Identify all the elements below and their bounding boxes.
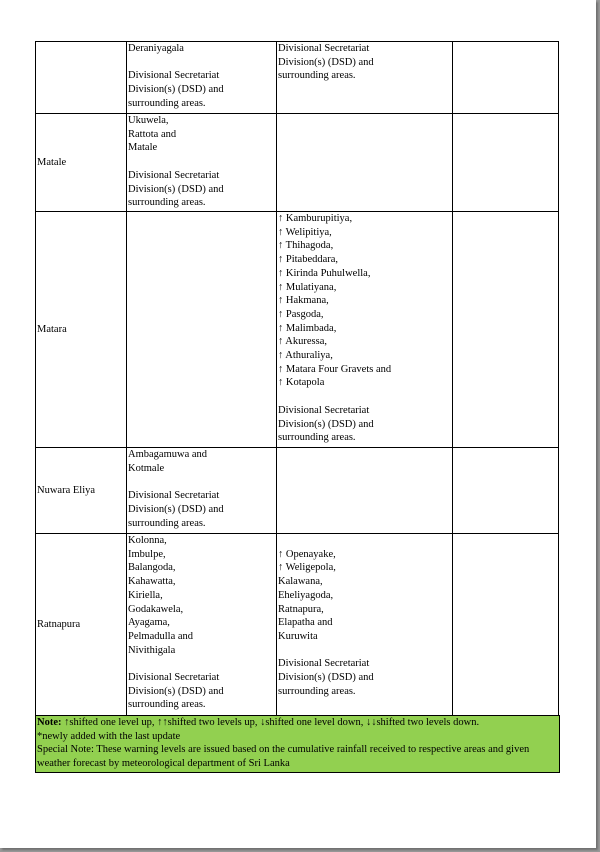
cell-line: ↑ Hakmana, — [278, 295, 329, 307]
cell-line — [128, 475, 275, 489]
cell-line: Matale — [128, 142, 158, 154]
cell-line: Kahawatta, — [128, 576, 176, 588]
note-box — [35, 715, 560, 773]
cell-line: ↑ Kirinda Puhulwella, — [278, 267, 371, 279]
warning-table — [35, 41, 559, 716]
cell-line: ↑ Malimbada, — [278, 322, 337, 334]
areas-upgraded-cell — [277, 212, 453, 448]
cell-line: Divisional Secretariat — [278, 658, 370, 670]
empty-cell — [453, 212, 559, 448]
cell-line: Divisional Secretariat — [128, 490, 220, 502]
empty-cell — [453, 42, 559, 114]
cell-line: Balangoda, — [128, 562, 176, 574]
cell-line: Divisional Secretariat — [128, 70, 220, 82]
cell-line: ↑ Mulatiyana, — [278, 281, 337, 293]
note-label: Note: — [37, 717, 62, 728]
areas-upgraded-cell — [277, 42, 453, 114]
cell-line: Divisional Secretariat — [128, 169, 220, 181]
cell-line: Division(s) (DSD) and — [278, 418, 374, 430]
cell-line: Rattota and — [128, 128, 177, 140]
cell-line: Deraniyagala — [128, 43, 184, 54]
cell-line: ↑ Thihagoda, — [278, 240, 334, 252]
cell-line — [278, 534, 451, 548]
special-note: Special Note: These warning levels are issued based on the cumulative rainfall received to respective areas and given weather forecast by meteorological department of Sri Lanka — [37, 744, 530, 770]
areas-cell — [127, 212, 277, 448]
cell-line: ↑ Athuraliya, — [278, 350, 333, 362]
cell-line: surrounding areas. — [278, 432, 356, 444]
cell-line: surrounding areas. — [128, 699, 206, 711]
note-legend: ↑shifted one level up, ↑↑shifted two levels up, ↓shifted one level down, ↓↓shifted two levels down. — [64, 717, 480, 728]
cell-line — [278, 644, 451, 658]
newly-added-note: *newly added with the last update — [37, 730, 181, 742]
cell-line: ↑ Kotapola — [278, 377, 325, 389]
table-row — [36, 114, 559, 212]
cell-line: Ratnapura, — [278, 603, 324, 615]
empty-cell — [453, 448, 559, 534]
cell-line: Kiriella, — [128, 589, 163, 601]
cell-line: Division(s) (DSD) and — [128, 84, 224, 96]
cell-line: Kuruwita — [278, 630, 318, 642]
cell-line: Ayagama, — [128, 617, 170, 629]
cell-line — [128, 56, 275, 70]
cell-line: ↑ Pitabeddara, — [278, 254, 339, 266]
cell-line: Elapatha and — [278, 617, 333, 629]
cell-line: surrounding areas. — [128, 97, 206, 109]
district-cell: Matale — [36, 114, 127, 212]
cell-line: ↑ Kamburupitiya, — [278, 213, 353, 224]
empty-cell — [453, 534, 559, 716]
cell-line: Ambagamuwa and — [128, 449, 208, 460]
cell-line: Godakawela, — [128, 603, 184, 615]
cell-line: surrounding areas. — [278, 685, 356, 697]
cell-line: surrounding areas. — [278, 70, 356, 82]
district-cell: Ratnapura — [36, 534, 127, 716]
cell-line: ↑ Openayake, — [278, 548, 336, 560]
cell-line: Divisional Secretariat — [278, 43, 370, 54]
cell-line: ↑ Weligepola, — [278, 562, 336, 574]
cell-line: surrounding areas. — [128, 517, 206, 529]
district-cell: Nuwara Eliya — [36, 448, 127, 534]
cell-line: Nivithigala — [128, 644, 176, 656]
cell-line: ↑ Akuressa, — [278, 336, 327, 348]
table-row — [36, 448, 559, 534]
areas-cell — [127, 448, 277, 534]
areas-upgraded-cell — [277, 114, 453, 212]
cell-line: Kalawana, — [278, 576, 323, 588]
areas-upgraded-cell — [277, 448, 453, 534]
cell-line: Division(s) (DSD) and — [128, 503, 224, 515]
cell-line: ↑ Matara Four Gravets and — [278, 363, 392, 375]
cell-line: Eheliyagoda, — [278, 589, 334, 601]
cell-line: Division(s) (DSD) and — [278, 672, 374, 683]
district-cell: Matara — [36, 212, 127, 448]
cell-line — [128, 155, 275, 169]
areas-cell — [127, 42, 277, 114]
cell-line: surrounding areas. — [128, 197, 206, 209]
cell-line: Imbulpe, — [128, 548, 166, 560]
cell-line: Divisional Secretariat — [128, 672, 220, 684]
cell-line: Division(s) (DSD) and — [278, 56, 374, 68]
areas-upgraded-cell — [277, 534, 453, 716]
cell-line: ↑ Welipitiya, — [278, 226, 332, 238]
cell-line: ↑ Pasgoda, — [278, 308, 324, 320]
areas-cell — [127, 114, 277, 212]
table-row — [36, 42, 559, 114]
district-cell — [36, 42, 127, 114]
cell-line: Kotmale — [128, 462, 165, 474]
cell-line: Kolonna, — [128, 535, 167, 546]
note-legend-line — [37, 716, 558, 730]
cell-line: Divisional Secretariat — [278, 404, 370, 416]
cell-line: Division(s) (DSD) and — [128, 685, 224, 697]
cell-line: Pelmadulla and — [128, 630, 194, 642]
cell-line: Ukuwela, — [128, 115, 169, 126]
table-row — [36, 212, 559, 448]
table-row — [36, 534, 559, 716]
empty-cell — [453, 114, 559, 212]
cell-line — [278, 390, 451, 404]
cell-line — [128, 657, 275, 671]
cell-line: Division(s) (DSD) and — [128, 183, 224, 195]
areas-cell — [127, 534, 277, 716]
